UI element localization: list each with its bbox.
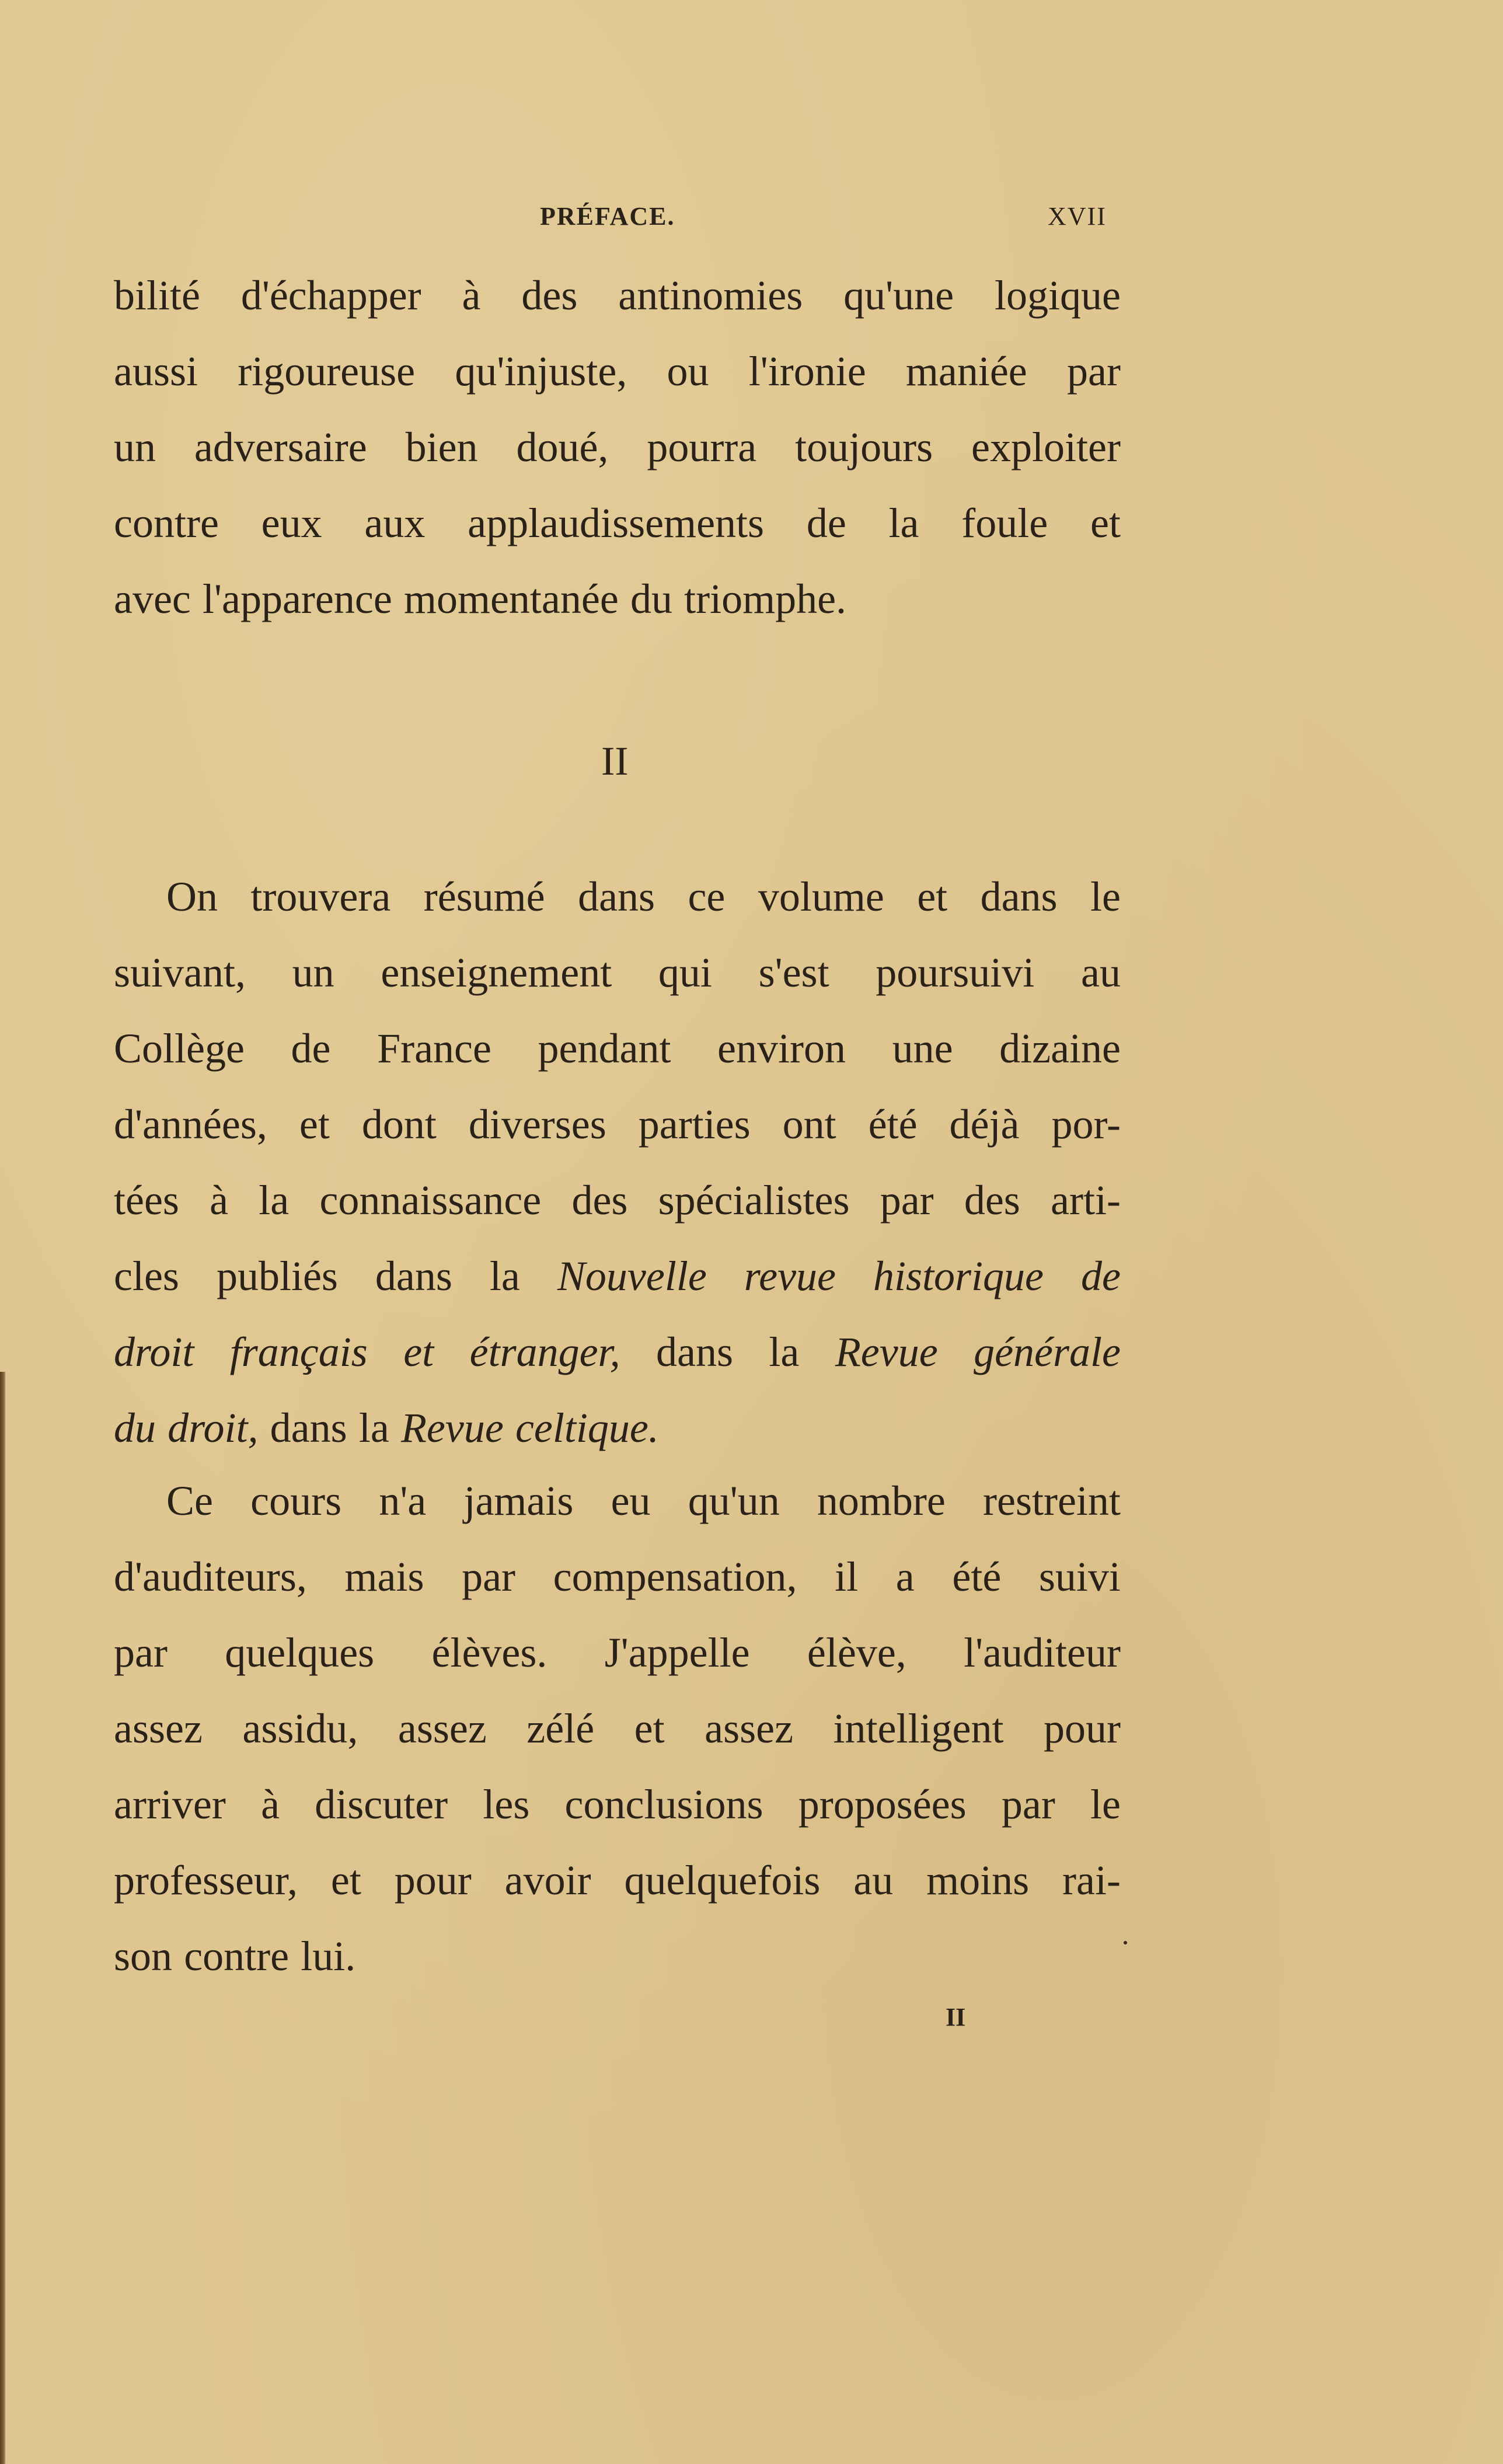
word: proposées (798, 1781, 967, 1828)
word: trouvera (250, 873, 391, 920)
word: antinomies (618, 272, 803, 319)
word: J'appelle (604, 1629, 750, 1676)
text-line (114, 502, 1121, 544)
word: assez (114, 1705, 203, 1752)
word: Ce (166, 1477, 213, 1524)
word: qu'un (688, 1477, 780, 1524)
word: générale (974, 1329, 1121, 1375)
word: mais (344, 1553, 424, 1600)
word: la (358, 1404, 389, 1451)
word: tées (114, 1177, 179, 1224)
word: la (259, 1177, 290, 1224)
word: et (299, 1101, 330, 1148)
word: dans (270, 1404, 347, 1451)
word: assez (397, 1705, 487, 1752)
word: triomphe. (684, 576, 847, 622)
word: des (571, 1177, 628, 1224)
text-line (114, 1255, 1121, 1297)
word: conclusions (564, 1781, 763, 1828)
word: au (1080, 949, 1121, 996)
word: celtique. (515, 1404, 659, 1451)
text-line (114, 424, 1121, 471)
word: des (521, 272, 578, 319)
text-line (114, 1935, 1121, 1977)
word: dans (375, 1253, 452, 1299)
word: connaissance (319, 1177, 542, 1224)
word: foule (961, 500, 1048, 546)
word: l'ironie (748, 348, 866, 395)
word: au (853, 1857, 894, 1904)
word: logique (994, 272, 1121, 319)
word: des (964, 1177, 1020, 1224)
word: pour (1043, 1705, 1121, 1752)
word: pourra (647, 424, 757, 471)
word: par (880, 1177, 934, 1224)
word: qui (658, 949, 712, 996)
paper-speck (1124, 1941, 1127, 1944)
text-line (114, 1177, 1121, 1224)
word: été (952, 1553, 1002, 1600)
word: historique (873, 1253, 1044, 1299)
word: une (892, 1025, 953, 1072)
text-line (114, 1705, 1121, 1752)
word: de (806, 500, 846, 546)
word: qu'une (843, 272, 954, 319)
word: le (1090, 1781, 1121, 1828)
running-head: PRÉFACE. (540, 202, 675, 231)
word: pendant (538, 1025, 671, 1072)
word: aux (364, 500, 426, 546)
word: été (868, 1101, 918, 1148)
text-line (114, 1331, 1121, 1373)
word: intelligent (833, 1705, 1004, 1752)
word: par (1001, 1781, 1055, 1828)
word: moins (926, 1857, 1030, 1904)
word: d'échapper (240, 272, 421, 319)
word: dizaine (999, 1025, 1121, 1072)
word: discuter (315, 1781, 448, 1828)
word: compensation, (553, 1553, 797, 1600)
word: por- (1051, 1101, 1121, 1148)
word: restreint (983, 1477, 1121, 1524)
word: la (489, 1253, 520, 1299)
text-line (166, 873, 1121, 920)
word: On (166, 873, 218, 920)
word: l'auditeur (964, 1629, 1121, 1676)
word: cours (250, 1477, 342, 1524)
text-line (114, 348, 1121, 395)
word: avec (114, 576, 191, 622)
word: droit (114, 1329, 194, 1375)
word: d'auditeurs, (114, 1553, 307, 1600)
text-line (114, 272, 1121, 319)
word: le (1090, 873, 1121, 920)
word: France (377, 1025, 491, 1072)
word: Collège (114, 1025, 245, 1072)
word: un (292, 949, 334, 996)
signature-mark: II (946, 2003, 966, 2031)
word: français (229, 1329, 368, 1375)
word: à (261, 1781, 280, 1828)
word: assidu, (242, 1705, 358, 1752)
word: dont (361, 1101, 437, 1148)
word: doué, (516, 424, 609, 471)
word: étranger, (469, 1329, 620, 1375)
word: son (114, 1933, 173, 1979)
text-line (114, 578, 1121, 620)
word: enseignement (381, 949, 612, 996)
word: les (483, 1781, 530, 1828)
word: arriver (114, 1781, 226, 1828)
word: un (114, 424, 156, 471)
word: revue (744, 1253, 836, 1299)
word: élève, (807, 1629, 906, 1676)
word: lui. (301, 1933, 356, 1979)
word: poursuivi (876, 949, 1035, 996)
word: rai- (1062, 1857, 1121, 1904)
word: eu (611, 1477, 651, 1524)
word: exploiter (971, 424, 1121, 471)
section-heading: II (601, 739, 629, 784)
word: eux (261, 500, 322, 546)
word: par (462, 1553, 516, 1600)
word: spécialistes (658, 1177, 850, 1224)
word: résumé (423, 873, 545, 920)
word: Nouvelle (557, 1253, 707, 1299)
word: toujours (795, 424, 933, 471)
word: bien (405, 424, 478, 471)
word: bilité (114, 272, 200, 319)
word: dans (980, 873, 1058, 920)
word: pour (394, 1857, 472, 1904)
word: adversaire (194, 424, 367, 471)
word: à (210, 1177, 229, 1224)
word: nombre (817, 1477, 946, 1524)
word: zélé (526, 1705, 595, 1752)
word: contre (184, 1933, 290, 1979)
word: il (835, 1553, 859, 1600)
word: quelques (225, 1629, 375, 1676)
word: avoir (504, 1857, 591, 1904)
word: qu'injuste, (455, 348, 627, 395)
word: rigoureuse (238, 348, 416, 395)
word: Revue (400, 1404, 504, 1451)
word: s'est (758, 949, 829, 996)
word: et (403, 1329, 434, 1375)
word: ce (688, 873, 726, 920)
word: aussi (114, 348, 198, 395)
page-number: XVII (1048, 202, 1107, 231)
word: cles (114, 1253, 179, 1299)
word: d'années, (114, 1101, 267, 1148)
word: et (1090, 500, 1121, 546)
word: du (630, 576, 672, 622)
word: momentanée (403, 576, 619, 622)
text-line (114, 1629, 1121, 1676)
word: publiés (216, 1253, 338, 1299)
word: jamais (463, 1477, 574, 1524)
word: environ (717, 1025, 846, 1072)
word: à (462, 272, 481, 319)
text-line (114, 1781, 1121, 1828)
word: et (330, 1857, 361, 1904)
word: diverses (468, 1101, 606, 1148)
text-line (166, 1477, 1121, 1524)
book-binding-edge (0, 1372, 6, 2464)
word: Revue (835, 1329, 938, 1375)
text-line (114, 1101, 1121, 1148)
word: volume (758, 873, 884, 920)
word: et (917, 873, 948, 920)
word: contre (114, 500, 219, 546)
word: assez (705, 1705, 794, 1752)
word: maniée (905, 348, 1027, 395)
word: applaudissements (468, 500, 765, 546)
word: ou (667, 348, 709, 395)
word: droit, (168, 1404, 259, 1451)
word: de (1081, 1253, 1121, 1299)
word: la (769, 1329, 800, 1375)
text-line (114, 1404, 1121, 1451)
word: quelquefois (624, 1857, 821, 1904)
word: de (291, 1025, 331, 1072)
word: a (895, 1553, 915, 1600)
word: par (114, 1629, 168, 1676)
word: par (1066, 348, 1121, 395)
word: n'a (379, 1477, 427, 1524)
word: dans (578, 873, 655, 920)
word: professeur, (114, 1857, 298, 1904)
word: déjà (949, 1101, 1020, 1148)
text-line (114, 949, 1121, 996)
text-line (114, 1857, 1121, 1904)
word: l'apparence (203, 576, 392, 622)
word: la (888, 500, 919, 546)
text-line (114, 1553, 1121, 1600)
word: suivant, (114, 949, 246, 996)
word: et (634, 1705, 665, 1752)
word: arti- (1051, 1177, 1121, 1224)
word: parties (638, 1101, 751, 1148)
word: élèves. (431, 1629, 548, 1676)
text-line (114, 1025, 1121, 1072)
word: suivi (1038, 1553, 1121, 1600)
word: dans (656, 1329, 733, 1375)
word: ont (782, 1101, 836, 1148)
word: du (114, 1404, 156, 1451)
